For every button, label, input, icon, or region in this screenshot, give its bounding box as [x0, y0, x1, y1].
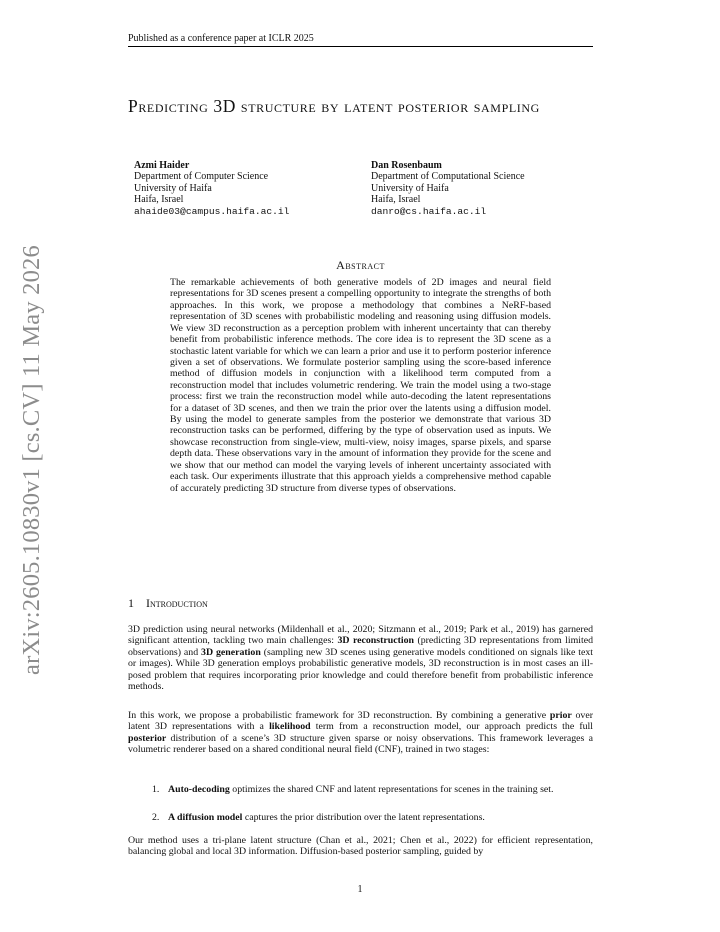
- text-run: over latent 3D representations with a: [128, 710, 593, 733]
- list-item: [152, 812, 593, 823]
- list-text: optimizes the shared CNF and latent representations for scenes in the training set.: [229, 784, 554, 795]
- bold-term: likelihood: [269, 721, 311, 733]
- paragraph: [128, 624, 593, 693]
- paper-title: Predicting 3D structure by latent posterior sampling: [128, 96, 540, 116]
- paragraph: [128, 710, 593, 756]
- author-department: Department of Computer Science: [134, 171, 269, 183]
- author-location: Haifa, Israel: [371, 194, 421, 206]
- bold-term: Auto-decoding: [168, 784, 230, 795]
- section-number: 1: [128, 596, 134, 610]
- author-email[interactable]: danro@cs.haifa.ac.il: [371, 205, 487, 217]
- author-university: University of Haifa: [371, 182, 449, 194]
- text-run: (predicting 3D representations from limited observations) and: [128, 635, 593, 658]
- list-number: 1.: [152, 784, 160, 795]
- author-name: Azmi Haider: [134, 160, 190, 171]
- author-email[interactable]: ahaide03@campus.haifa.ac.il: [134, 205, 290, 217]
- author-name: Dan Rosenbaum: [371, 160, 442, 171]
- text-run: distribution of a scene’s 3D structure given sparse or noisy observations. This framework leverages a volumetric renderer based on a shared conditional neural field (CNF), trained in two stages:: [128, 732, 593, 756]
- text-run: (sampling new 3D scenes using generative models conditioned on signals like text or images). While 3D generation employs probabilistic generative models, 3D reconstruction is in most cases an ill-posed problem that requires incorporating prior knowledge and could therefore benefit from probabilistic inference methods.: [128, 646, 594, 693]
- text-run: 3D prediction using neural networks (Mildenhall et al., 2020; Sitzmann et al., 2019; Park et al., 2019) has garnered significant attention, tackling two main challenges:: [128, 624, 593, 647]
- page-number: 1: [357, 884, 363, 895]
- author-university: University of Haifa: [134, 182, 212, 194]
- author-location: Haifa, Israel: [134, 194, 184, 206]
- author-department: Department of Computational Science: [371, 171, 525, 183]
- bold-term: 3D generation: [201, 646, 261, 658]
- text-run: term from a reconstruction model, our approach predicts the full: [310, 721, 593, 733]
- text-run: In this work, we propose a probabilistic framework for 3D reconstruction. By combining a generative: [128, 710, 550, 721]
- bold-term: 3D reconstruction: [337, 635, 415, 647]
- arxiv-identifier: arXiv:2605.10830v1 [cs.CV] 11 May 2026: [18, 245, 45, 675]
- list-number: 2.: [152, 812, 160, 823]
- section-title: Introduction: [146, 596, 208, 610]
- section-heading: [128, 596, 208, 611]
- conference-header: Published as a conference paper at ICLR 2025: [128, 33, 593, 47]
- author-block: [371, 160, 525, 217]
- abstract-text: The remarkable achievements of both generative models of 2D images and neural field representations for 3D scenes present a compelling opportunity to integrate the strengths of both approaches. In this work, we propose a methodology that combines a NeRF-based representation of 3D scenes with probabilistic modeling and reasoning using diffusion models. We view 3D reconstruction as a perception problem with inherent uncertainty that can thereby benefit from probabilistic inference methods. The core idea is to represent the 3D scene as a stochastic latent variable for which we can learn a prior and use it to perform posterior inference given a set of observations. We formulate posterior sampling using the score-based inference method of diffusion models in conjunction with a likelihood term computed from a reconstruction model that includes volumetric rendering. We train the model using a two-stage process: first we train the reconstruction model while auto-decoding the latent representations for a dataset of 3D scenes, and then we train the prior over the latents using a diffusion model. By using the model to generate samples from the posterior we demonstrate that various 3D reconstruction tasks can be performed, differing by the type of observation used as inputs. We showcase reconstruction from single-view, multi-view, noisy images, sparse pixels, and sparse depth data. These observations vary in the amount of information they provide for the scene and we show that our method can model the varying levels of inherent uncertainty associated with each task. Our experiments illustrate that this approach yields a comprehensive method capable of accurately predicting 3D structure from diverse types of observations.: [170, 277, 551, 494]
- abstract-heading: Abstract: [336, 258, 385, 272]
- bold-term: posterior: [128, 732, 167, 744]
- list-item: [152, 784, 593, 795]
- author-block: [134, 160, 289, 217]
- bold-term: prior: [549, 710, 572, 721]
- paragraph: Our method uses a tri-plane latent structure (Chan et al., 2021; Chen et al., 2022) for efficient representation, balancing global and local 3D information. Diffusion-based posterior sampling, guided by: [128, 835, 593, 858]
- bold-term: A diffusion model: [168, 812, 243, 823]
- list-text: captures the prior distribution over the latent representations.: [242, 812, 485, 823]
